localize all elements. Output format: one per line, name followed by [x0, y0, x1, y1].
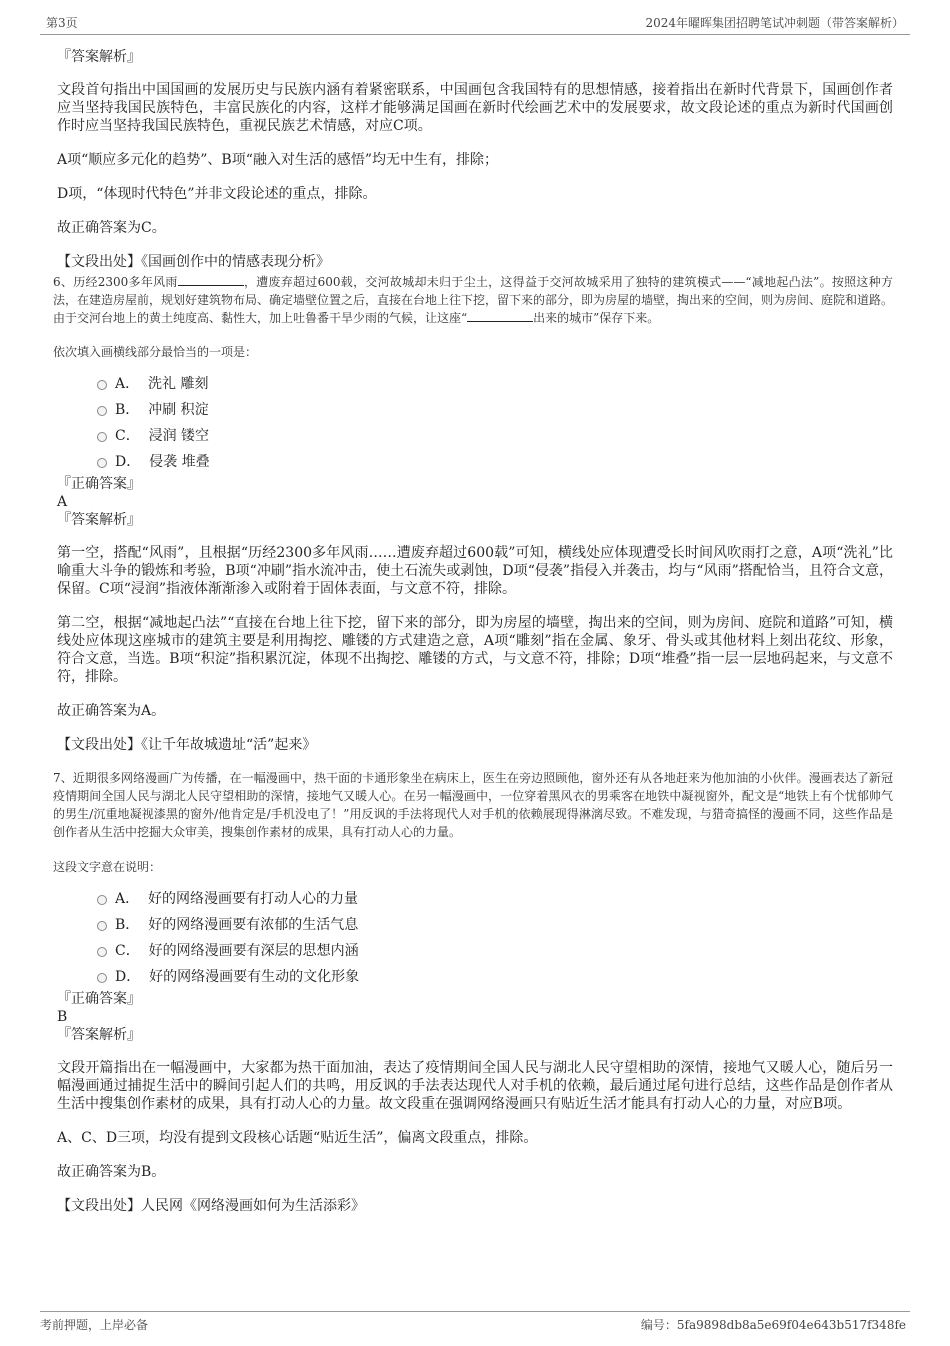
radio-button[interactable]: [97, 406, 107, 416]
q6-option-d[interactable]: D． 侵袭 堆叠: [57, 453, 893, 479]
radio-button[interactable]: [97, 380, 107, 390]
page-number: 第3页: [46, 16, 78, 30]
document-id: 编号：5fa9898db8a5e69f04e643b517f348fe: [640, 1318, 906, 1332]
q7-analysis-title: 『答案解析』: [57, 1027, 141, 1043]
q5-analysis-paragraph: A项“顺应多元化的趋势”、B项“融入对生活的感悟”均无中生有，排除；: [57, 152, 499, 168]
q7-stem: 7、近期很多网络漫画广为传播，在一幅漫画中，热干面的卡通形象坐在病床上，医生在旁边照顾他，窗外还有从各地赶来为他加油的小伙伴。漫画表达了新冠疫情期间全国人民与湖北人民守望相助的深情，接地气又暖人心。在另一幅漫画中，一位穿着黑风衣的男乘客在地铁中凝视窗外，配文是“地铁上有个忧郁帅气的男生/沉重地凝视漆黑的窗外/他肯定是/手机没电了！”用反讽的手法将现代人对手机的依赖展现得淋漓尽致。不难发现，与猎奇搞怪的漫画不同，这些作品是创作者从生活中挖掘大众审美，搜集创作素材的成果，具有打动人心的力量。: [53, 771, 893, 839]
q7-option-a[interactable]: A． 好的网络漫画要有打动人心的力量: [57, 890, 893, 916]
q6-analysis-title: 『答案解析』: [57, 512, 141, 528]
q7-answer: B: [57, 1009, 68, 1025]
q6-prompt: 依次填入画横线部分最恰当的一项是：: [53, 345, 258, 359]
q6-analysis-paragraph: 第一空，搭配“风雨”，且根据“历经2300多年风雨……遭废弃超过600载”可知，横线处应体现遭受长时间风吹雨打之意，A项“洗礼”比喻重大斗争的锻炼和考验，B项“冲刷”指水流冲击，使土石流失或剥蚀，D项“侵袭”指侵入并袭击，均与“风雨”搭配恰当，且符合文意，保留。C项“浸润”指液体渐渐渗入或附着于固体表面，与文意不符，排除。: [57, 545, 893, 597]
q7-prompt: 这段文字意在说明：: [53, 860, 162, 874]
q6-stem: 6、历经2300多年风雨 ，遭废弃超过600载，交河故城却未归于尘土，这得益于交河故城采用了独特的建筑模式——“减地起凸法”。按照这种方法，在建造房屋前，规划好建筑物布局、确定墙壁位置之后，直接在台地上往下挖，留下来的部分，即为房屋的墙壁，掏出来的空间，则为房间、庭院和道路。由于交河台地上的黄土纯度高、黏性大，加上吐鲁番干旱少雨的气候，让这座“ 出来的城市”保存下来。: [53, 275, 894, 325]
q6-option-c[interactable]: C． 浸润 镂空: [57, 427, 893, 453]
q5-source: 【文段出处】《国画创作中的情感表现分析》: [57, 254, 330, 270]
q7-analysis-paragraph: A、C、D三项，均没有提到文段核心话题“贴近生活”，偏离文段重点，排除。: [57, 1130, 538, 1146]
page-footer: [40, 1311, 910, 1346]
q5-analysis-paragraph: D项，“体现时代特色”并非文段论述的重点，排除。: [57, 186, 377, 202]
q6-source: 【文段出处】《让千年故城遗址“活”起来》: [57, 737, 317, 753]
q6-analysis-paragraph: 故正确答案为A。: [57, 703, 166, 719]
page-header: [40, 0, 910, 35]
fill-blank: [178, 273, 244, 286]
q5-analysis-paragraph: 故正确答案为C。: [57, 220, 166, 236]
q6-answer-title: 『正确答案』: [57, 476, 141, 492]
q6-option-a[interactable]: A． 洗礼 雕刻: [57, 375, 893, 401]
q7-answer-title: 『正确答案』: [57, 991, 141, 1007]
page-content: [53, 43, 894, 1215]
q6-option-b[interactable]: B． 冲刷 积淀: [57, 401, 893, 427]
q7-option-c[interactable]: C． 好的网络漫画要有深层的思想内涵: [57, 942, 893, 968]
radio-button[interactable]: [97, 432, 107, 442]
q7-analysis-paragraph: 故正确答案为B。: [57, 1164, 166, 1180]
radio-button[interactable]: [97, 895, 107, 905]
radio-button[interactable]: [97, 921, 107, 931]
q5-analysis-paragraph: 文段首句指出中国国画的发展历史与民族内涵有着紧密联系，中国画包含我国特有的思想情感，接着指出在新时代背景下，国画创作者应当坚持我国民族特色，丰富民族化的内容，这样才能够满足国画在新时代绘画艺术中的发展要求，故文段论述的重点为新时代国画创作时应当坚持我国民族特色，重视民族艺术情感，对应C项。: [57, 82, 893, 134]
q7-option-d[interactable]: D． 好的网络漫画要有生动的文化形象: [57, 968, 893, 994]
q6-answer: A: [57, 494, 68, 510]
radio-button[interactable]: [97, 458, 107, 468]
document-title: 2024年曜晖集团招聘笔试冲刺题（带答案解析）: [645, 16, 904, 30]
fill-blank: [467, 309, 533, 322]
radio-button[interactable]: [97, 973, 107, 983]
q6-analysis-paragraph: 第二空，根据“减地起凸法”“直接在台地上往下挖，留下来的部分，即为房屋的墙壁，掏出来的空间，则为房间、庭院和道路”可知，横线处应体现这座城市的建筑主要是利用掏挖、雕镂的方式建造之意，A项“雕刻”指在金属、象牙、骨头或其他材料上刻出花纹、形象，符合文意，当选。B项“积淀”指积累沉淀，体现不出掏挖、雕镂的方式，与文意不符，排除；D项“堆叠”指一层一层地码起来，与文意不符，排除。: [57, 615, 893, 685]
q7-option-b[interactable]: B． 好的网络漫画要有浓郁的生活气息: [57, 916, 893, 942]
footer-slogan: 考前押题，上岸必备: [40, 1318, 149, 1332]
radio-button[interactable]: [97, 947, 107, 957]
q5-analysis-title: 『答案解析』: [57, 49, 141, 65]
q7-analysis-paragraph: 文段开篇指出在一幅漫画中，大家都为热干面加油，表达了疫情期间全国人民与湖北人民守望相助的深情，接地气又暖人心，随后另一幅漫画通过捕捉生活中的瞬间引起人们的共鸣，用反讽的手法表达现代人对手机的依赖，最后通过尾句进行总结，这些作品是创作者从生活中搜集创作素材的成果，具有打动人心的力量。故文段重在强调网络漫画只有贴近生活才能具有打动人心的力量，对应B项。: [57, 1060, 893, 1112]
q7-source: 【文段出处】人民网《网络漫画如何为生活添彩》: [57, 1198, 365, 1214]
